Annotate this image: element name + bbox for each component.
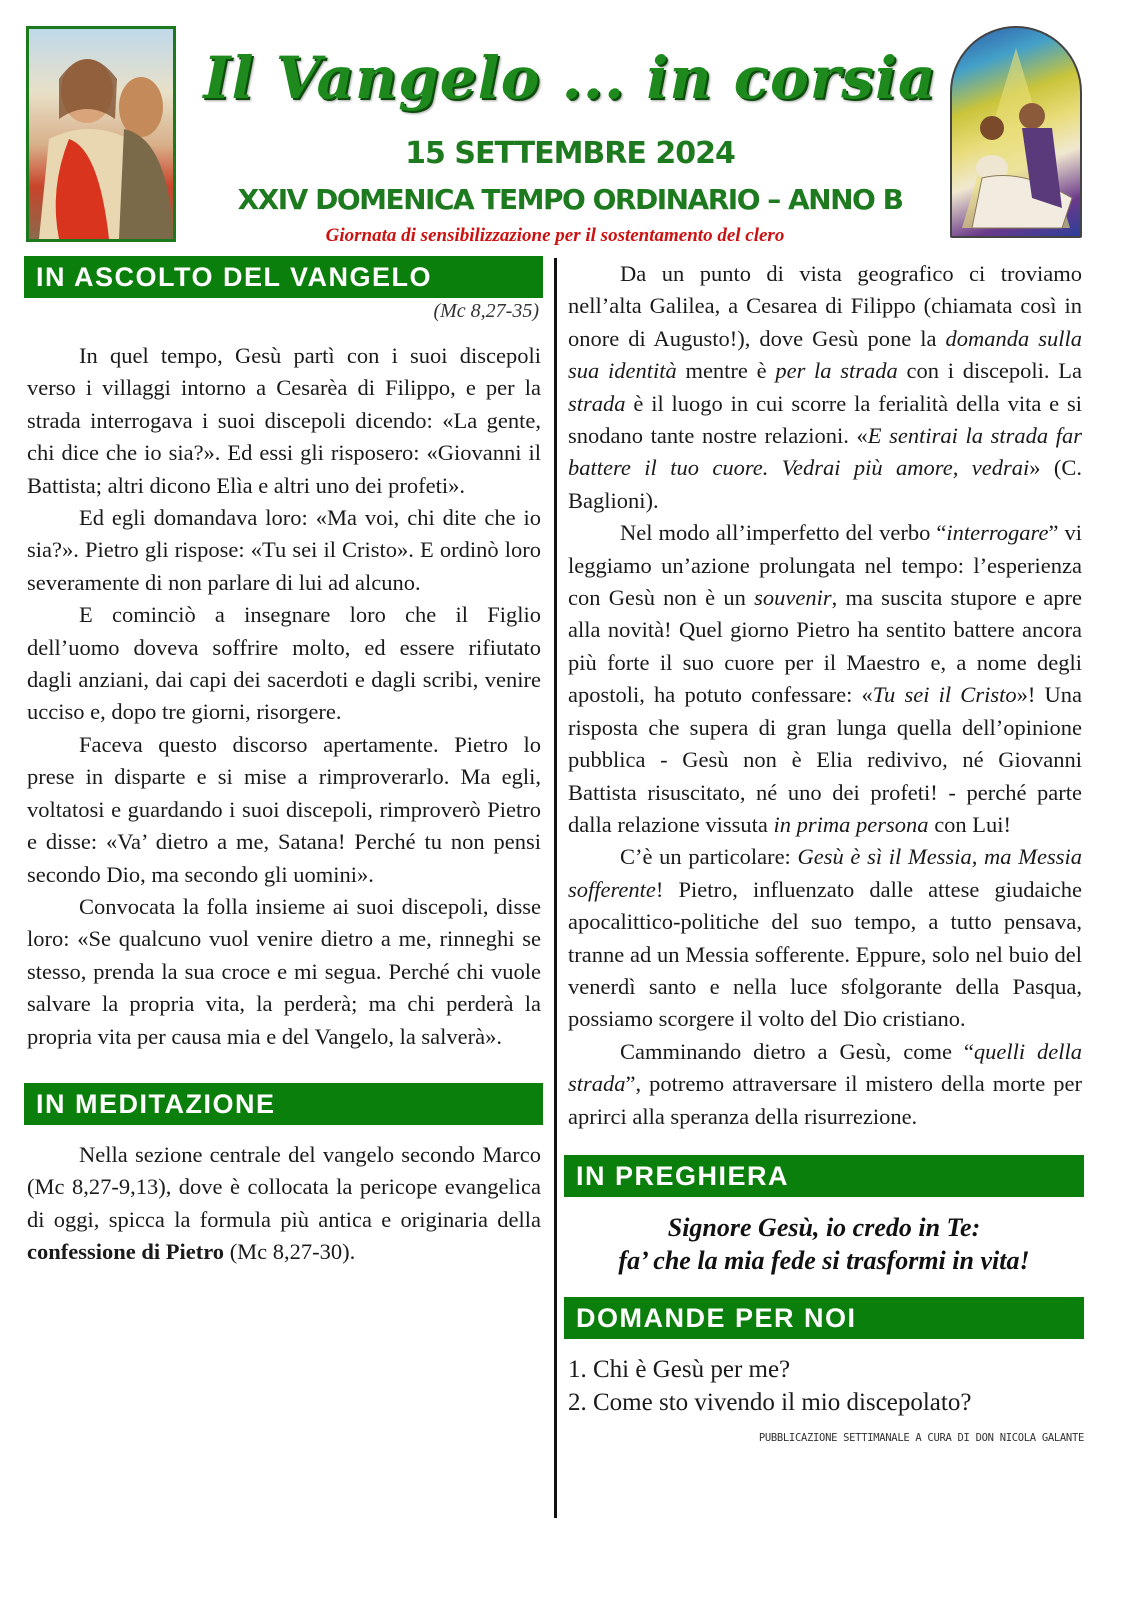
meditation-continued: [564, 258, 1082, 1133]
gospel-text: [27, 340, 541, 1053]
text-run: è il luogo in cui scorre la ferialità della vita e si snodano tante nostre relazioni. «: [568, 390, 1082, 449]
italic-run: Gesù è sì il Messia, ma Messia sofferente: [568, 844, 1082, 902]
meditation-intro-text: Nella sezione centrale del vangelo secondo Marco (Mc 8,27-9,13), dove è collocata la pericope evangelica di oggi, spicca la formula più antica e originaria della: [27, 1141, 541, 1232]
meditation-paragraph: [568, 517, 1082, 841]
stained-glass-icon: [952, 28, 1080, 236]
text-run: ” vi leggiamo un’azione prolungata nel tempo: l’esperienza con Gesù non è un: [568, 520, 1082, 611]
prayer-text: [564, 1211, 1084, 1277]
left-column: [24, 256, 543, 1269]
italic-run: interrogare: [946, 520, 1049, 546]
meditation-paragraph: [568, 258, 1082, 517]
text-run: Camminando dietro a Gesù, come “: [620, 1038, 974, 1064]
italic-run: strada: [568, 390, 626, 416]
meditation-paragraph: [568, 1036, 1082, 1133]
prayer-line: fa’ che la mia fede si trasformi in vita!: [618, 1245, 1030, 1275]
text-run: con Lui!: [928, 811, 1012, 837]
day-subtitle: Giornata di sensibilizzazione per il sostentamento del clero: [325, 225, 785, 246]
text-run: con i discepoli. La: [897, 358, 1082, 384]
italic-run: in prima persona: [773, 811, 929, 837]
text-run: ”, potremo attraversare il mistero della morte per aprirci alla speranza della risurrezione.: [568, 1071, 1082, 1129]
italic-run: domanda sulla sua identità: [568, 325, 1082, 384]
meditation-paragraph: [568, 841, 1082, 1035]
prayer-heading-text: IN PREGHIERA: [576, 1160, 790, 1191]
right-column: [564, 258, 1084, 1445]
liturgical-sunday: XXIV DOMENICA TEMPO ORDINARIO – ANNO B: [237, 183, 903, 216]
prayer-section-heading: [564, 1155, 1084, 1197]
gospel-paragraph: E cominciò a insegnare loro che il Figlio dell’uomo doveva soffrire molto, ed essere rifiutato dagli anziani, dai capi dei sacerdoti e dagli scribi, venire ucciso e, dopo tre giorni, risorgere.: [27, 602, 541, 725]
text-run: C’è un particolare:: [620, 844, 798, 870]
meditation-heading-text: IN MEDITAZIONE: [36, 1088, 276, 1119]
text-run: mentre è: [676, 358, 776, 384]
gospel-paragraph: Convocata la folla insieme ai suoi discepoli, disse loro: «Se qualcuno vuol venire dietro a me, rinneghi se stesso, prenda la sua croce e mi segua. Perché chi vuole salvare la propria vita, la perderà; ma chi perderà la propria vita per causa mia e del Vangelo, la salverà».: [27, 893, 541, 1049]
questions-section-heading: [564, 1297, 1084, 1339]
question-item: 2. Come sto vivendo il mio discepolato?: [568, 1388, 972, 1416]
text-run: Da un punto di vista geografico ci troviamo nell’alta Galilea, a Cesarea di Filippo (chiamata così in onore di Augusto!), dove Gesù pone la: [568, 261, 1082, 351]
gospel-paragraph: In quel tempo, Gesù partì con i suoi discepoli verso i villaggi intorno a Cesarèa di Filippo, e per la strada interrogava i suoi discepoli dicendo: «La gente, chi dice che io sia?». Ed essi gli risposero: «Giovanni il Battista; altri dicono Elìa e altri uno dei profeti».: [27, 343, 541, 498]
italic-run: E sentirai la strada far battere il tuo cuore. Vedrai più amore, vedrai: [568, 423, 1082, 481]
italic-run: souvenir: [754, 585, 832, 611]
column-divider: [554, 258, 557, 1518]
italic-run: per la strada: [775, 358, 898, 384]
gospel-paragraph: Ed egli domandava loro: «Ma voi, chi dite che io sia?». Pietro gli rispose: «Tu sei il Cristo». E ordinò loro severamente di non parlare di lui ad alcuno.: [27, 505, 541, 595]
gospel-paragraph: Faceva questo discorso apertamente. Pietro lo prese in disparte e si mise a rimproverarlo. Ma egli, voltatosi e guardando i suoi discepoli, rimproverò Pietro e disse: «Va’ dietro a me, Satana! Perché tu non pensi secondo Dio, ma secondo gli uomini».: [27, 731, 541, 887]
text-run: Nel modo all’imperfetto del verbo “: [620, 520, 947, 546]
meditation-intro-end: (Mc 8,27-30).: [224, 1239, 356, 1265]
questions-list: [564, 1353, 1084, 1419]
publication-credit: PUBBLICAZIONE SETTIMANALE A CURA DI DON NICOLA GALANTE: [758, 1431, 1084, 1444]
issue-date: 15 SETTEMBRE 2024: [405, 136, 735, 171]
italic-run: quelli della strada: [568, 1038, 1083, 1097]
meditation-intro: [27, 1139, 541, 1269]
italic-run: Tu sei il Cristo: [872, 682, 1017, 708]
jesus-painting-icon: [29, 29, 173, 239]
gospel-reference: (Mc 8,27-35): [433, 300, 539, 322]
text-run: »! Una risposta che supera di gran lunga quella dell’opinione pubblica - Gesù non è Elia redivivo, né Giovanni Battista risuscitato, né uno dei profeti! - perché parte dalla relazione vissuta: [568, 682, 1082, 837]
meditation-section-heading: [24, 1083, 543, 1125]
text-run: ! Pietro, influenzato dalle attese giudaiche apocalittico-politiche del suo tempo, a tutto pensava, tranne ad un Messia sofferente. Eppure, solo nel buio del venerdì santo e nella luce sfolgorante della Pasqua, possiamo scorgere il volto del Dio cristiano.: [568, 876, 1082, 1032]
gospel-heading-text: IN ASCOLTO DEL VANGELO: [36, 262, 433, 292]
newsletter-title: Il Vangelo ... in corsia: [203, 44, 937, 112]
prayer-line: Signore Gesù, io credo in Te:: [667, 1212, 981, 1242]
jesus-illustration: [26, 26, 176, 242]
text-run: » (C. Baglioni).: [568, 455, 1082, 513]
text-run: , ma suscita stupore e apre alla novità! Quel giorno Pietro ha sentito battere ancora più forte il suo cuore per il Maestro e, a nome degli apostoli, ha potuto confessare: «: [568, 585, 1083, 708]
question-item: 1. Chi è Gesù per me?: [568, 1355, 791, 1383]
confessione-di-pietro-bold: confessione di Pietro: [27, 1239, 225, 1265]
questions-heading-text: DOMANDE PER NOI: [576, 1302, 857, 1333]
gospel-section-heading: [24, 256, 543, 298]
meditation-paragraph: [27, 1139, 541, 1269]
stained-glass-illustration: [950, 26, 1082, 238]
